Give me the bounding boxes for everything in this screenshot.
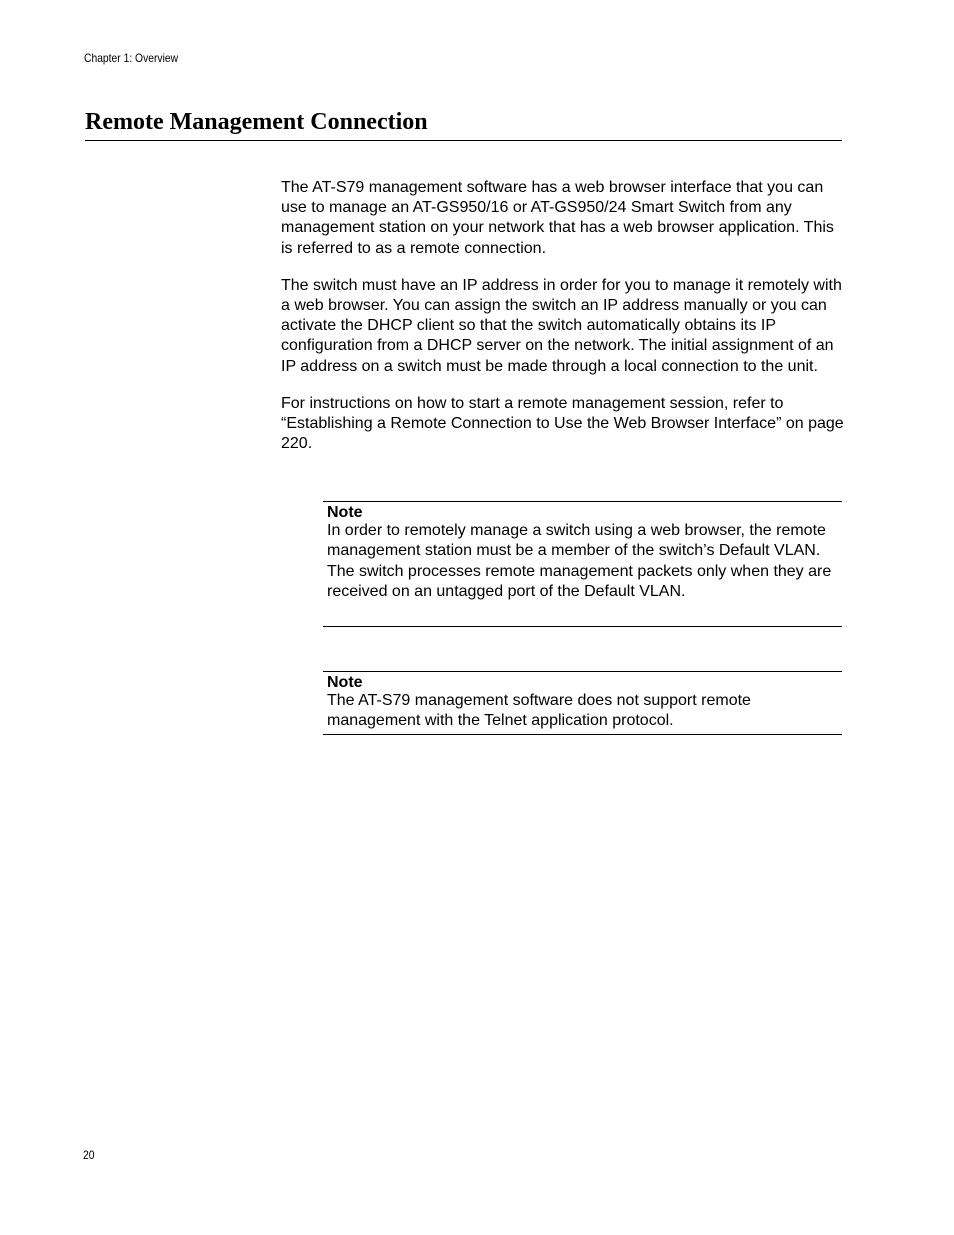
running-head: Chapter 1: Overview (84, 51, 179, 65)
note-title: Note (327, 504, 363, 521)
note-text: In order to remotely manage a switch using a web browser, the remote management station must be a member of the switch’s Default VLAN. The switch processes remote management packets only when they are received on an untagged port of the Default VLAN. (327, 522, 832, 600)
paragraph-instructions: For instructions on how to start a remote management session, refer to “Establishing a Remote Connection to Use the Web Browser Interface” on page 220. (281, 394, 844, 453)
note-text: The AT-S79 management software does not support remote management with the Telnet application protocol. (327, 692, 751, 730)
paragraph-web-interface: The AT-S79 management software has a web browser interface that you can use to manage an AT-GS950/16 or AT-GS950/24 Smart Switch from any management station on your network that has a web browser application. This is referred to as a remote connection. (281, 179, 834, 257)
section-title: Remote Management Connection (85, 106, 842, 141)
note-default-vlan (323, 501, 842, 627)
paragraph-ip-address: The switch must have an IP address in order for you to manage it remotely with a web browser. You can assign the switch an IP address manually or you can activate the DHCP client so that the switch automatically obtains its IP configuration from a DHCP server on the network. The initial assignment of an IP address on a switch must be made through a local connection to the unit. (281, 276, 842, 375)
note-title: Note (327, 674, 363, 691)
page-number: 20 (83, 1148, 95, 1162)
note-telnet (323, 671, 842, 735)
body-text (281, 178, 847, 471)
